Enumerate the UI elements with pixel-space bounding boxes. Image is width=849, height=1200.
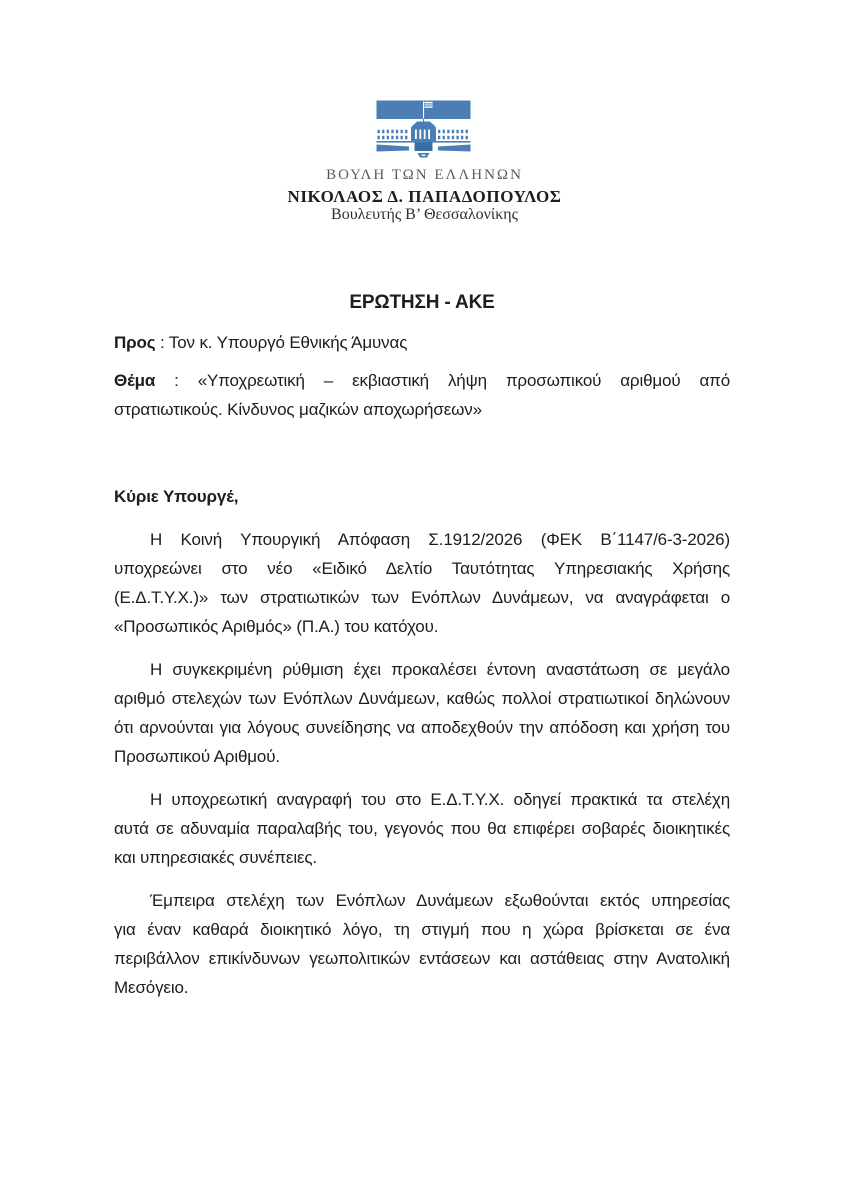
body-line: για έναν καθαρά διοικητικό λόγο, τη στιγμή που η χώρα βρίσκεται σε ένα: [114, 920, 730, 939]
body-paragraph: [114, 785, 730, 872]
hellenic-parliament-building-icon: [375, 97, 472, 163]
body-line: Έμπειρα στελέχη των Ενόπλων Δυνάμεων εξωθούνται εκτός υπηρεσίας: [150, 891, 730, 910]
to-separator: :: [160, 333, 165, 352]
body-line: (Ε.Δ.Τ.Υ.Χ.)» των στρατιωτικών των Ενόπλων Δυνάμεων, να αναγράφεται ο: [114, 588, 730, 607]
body-line: αυτά σε αδυναμία παραλαβής του, γεγονός που θα επιφέρει σοβαρές διοικητικές: [114, 819, 730, 838]
body-line: Μεσόγειο.: [114, 978, 189, 997]
body-line: Η Κοινή Υπουργική Απόφαση Σ.1912/2026 (ΦΕΚ Β΄1147/6-3-2026): [150, 530, 730, 549]
body-line: και υπηρεσιακές συνέπειες.: [114, 848, 317, 867]
body-line: Προσωπικού Αριθμού.: [114, 747, 280, 766]
body-line: υποχρεώνει στο νέο «Ειδικό Δελτίο Ταυτότητας Υπηρεσιακής Χρήσης: [114, 559, 730, 578]
body-paragraphs: [114, 525, 730, 1002]
body-paragraph: [114, 655, 730, 771]
body-line: «Προσωπικός Αριθμός» (Π.Α.) του κατόχου.: [114, 617, 439, 636]
body-line: ότι αρνούνται για λόγους συνείδησης να αποδεχθούν την απόδοση και χρήση του: [114, 718, 730, 737]
body-line: Η συγκεκριμένη ρύθμιση έχει προκαλέσει έντονη αναστάτωση σε μεγάλο: [150, 660, 730, 679]
subject-line-1: [114, 366, 730, 395]
subject-label: Θέμα: [114, 371, 156, 390]
subject-separator: :: [174, 371, 179, 390]
body-line: αριθμό στελεχών των Ενόπλων Δυνάμεων, καθώς πολλοί στρατιωτικοί δηλώνουν: [114, 689, 730, 708]
parliament-title: ΒΟΥΛΗ ΤΩΝ ΕΛΛΗΝΩΝ: [326, 167, 523, 183]
subject-text: «Υποχρεωτική – εκβιαστική λήψη προσωπικού αριθμού από: [197, 371, 731, 390]
body-paragraph: [114, 886, 730, 1002]
to-value: Τον κ. Υπουργό Εθνικής Άμυνας: [168, 333, 408, 352]
body-line: Η υποχρεωτική αναγραφή του στο Ε.Δ.Τ.Υ.Χ. οδηγεί πρακτικά τα στελέχη: [150, 790, 730, 809]
document-title: ΕΡΩΤΗΣΗ - ΑΚΕ: [349, 292, 495, 313]
mp-role: Βουλευτής Β’ Θεσσαλονίκης: [331, 206, 518, 223]
subject-block: [114, 366, 730, 424]
body-paragraph: [114, 525, 730, 641]
mp-name: ΝΙΚΟΛΑΟΣ Δ. ΠΑΠΑΔΟΠΟΥΛΟΣ: [287, 187, 562, 206]
to-label: Προς: [114, 333, 156, 352]
body-line: περιβάλλον επικίνδυνων γεωπολιτικών εντάσεων και αστάθειας στην Ανατολική: [114, 949, 730, 968]
addressee-line: [114, 328, 730, 357]
document-body: [114, 288, 730, 1002]
subject-line-2: στρατιωτικούς. Κίνδυνος μαζικών αποχωρήσεων»: [114, 400, 482, 419]
salutation: Κύριε Υπουργέ,: [114, 487, 239, 506]
